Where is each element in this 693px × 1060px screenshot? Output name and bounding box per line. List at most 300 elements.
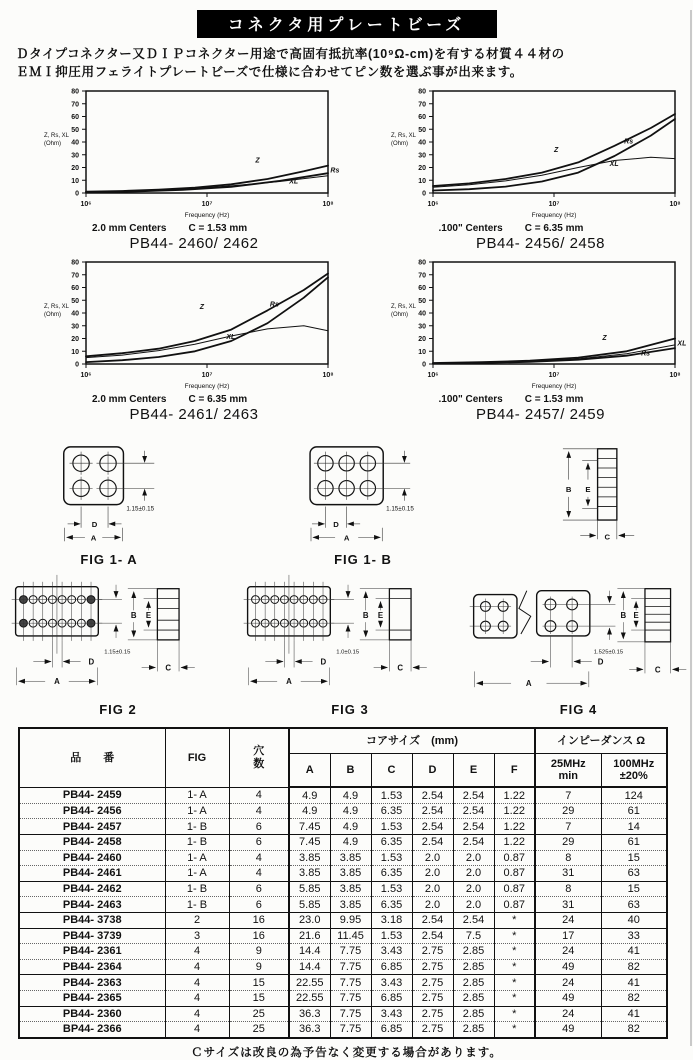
fig1a-drawing — [34, 443, 184, 547]
svg-text:20: 20 — [418, 336, 426, 343]
table-row — [19, 975, 667, 991]
part-number-cell: PB44- 2364 — [19, 959, 165, 975]
dim-d-cell: 2.0 — [412, 850, 453, 866]
header-dim-a: A — [289, 754, 330, 788]
table-row — [19, 1022, 667, 1038]
dim-a-cell: 22.55 — [289, 990, 330, 1006]
fig3-dim-d: D — [320, 658, 326, 667]
figures-row-2 — [0, 569, 693, 717]
table-row — [19, 897, 667, 913]
impedance-chart-svg — [42, 256, 342, 394]
fig1a-dim-d: D — [92, 520, 98, 529]
dim-c-cell: 6.35 — [371, 835, 412, 851]
header-100mhz: 100MHz ±20% — [601, 754, 667, 788]
dim-b-cell: 4.9 — [330, 835, 371, 851]
dim-b-cell: 4.9 — [330, 787, 371, 803]
dim-a-cell: 36.3 — [289, 1006, 330, 1022]
dim-c-cell: 1.53 — [371, 928, 412, 944]
dim-f-cell: 1.22 — [494, 835, 535, 851]
fig1a-tolerance-label: 1.15±0.15 — [126, 506, 154, 513]
fig-cell: 1- B — [165, 881, 229, 897]
page-title: コネクタ用プレートビーズ — [197, 10, 497, 38]
svg-text:10⁸: 10⁸ — [669, 201, 680, 208]
impedance-100mhz-cell: 41 — [601, 944, 667, 960]
dim-e-cell: 2.0 — [453, 881, 494, 897]
svg-text:Z: Z — [601, 335, 607, 342]
dim-a-cell: 3.85 — [289, 850, 330, 866]
header-dim-c: C — [371, 754, 412, 788]
dim-d-cell: 2.54 — [412, 787, 453, 803]
impedance-25mhz-cell: 31 — [535, 897, 601, 913]
dim-a-cell: 3.85 — [289, 866, 330, 882]
dim-c-cell: 1.53 — [371, 819, 412, 835]
fig2-drawing — [8, 569, 228, 697]
hole-count-cell: 16 — [229, 913, 289, 929]
svg-text:60: 60 — [418, 114, 426, 121]
dim-a-cell: 21.6 — [289, 928, 330, 944]
header-impedance: インピーダンス Ω — [535, 728, 667, 754]
dim-e-cell: 2.54 — [453, 835, 494, 851]
svg-text:20: 20 — [418, 165, 426, 172]
svg-text:Rs: Rs — [330, 168, 339, 175]
fig1b-tolerance-label: 1.15±0.15 — [386, 506, 414, 513]
dim-b-cell: 3.85 — [330, 850, 371, 866]
dim-f-cell: 1.22 — [494, 819, 535, 835]
svg-text:10⁶: 10⁶ — [80, 201, 91, 208]
dim-d-cell: 2.54 — [412, 928, 453, 944]
dim-d-cell: 2.0 — [412, 866, 453, 882]
dim-b-cell: 7.75 — [330, 944, 371, 960]
svg-text:30: 30 — [71, 324, 79, 331]
c-dimension-label: C = 6.35 mm — [188, 394, 247, 405]
table-row — [19, 866, 667, 882]
intro-line-2: ＥＭＩ抑圧用フェライトプレートビーズで仕様に合わせてピン数を選ぶ事が出来ます。 — [16, 63, 677, 81]
impedance-chart-svg — [42, 85, 342, 223]
dim-a-cell: 5.85 — [289, 881, 330, 897]
table-row — [19, 944, 667, 960]
dim-f-cell: 1.22 — [494, 803, 535, 819]
svg-text:40: 40 — [71, 140, 79, 147]
svg-text:50: 50 — [71, 127, 79, 134]
table-row — [19, 850, 667, 866]
dim-b-cell: 3.85 — [330, 881, 371, 897]
impedance-100mhz-cell: 63 — [601, 897, 667, 913]
dim-e-cell: 2.54 — [453, 819, 494, 835]
svg-text:10: 10 — [71, 178, 79, 185]
dim-c-cell: 3.43 — [371, 975, 412, 991]
fig-cell: 1- A — [165, 866, 229, 882]
svg-text:40: 40 — [418, 140, 426, 147]
svg-text:(Ohm): (Ohm) — [391, 312, 408, 318]
table-row — [19, 959, 667, 975]
svg-text:80: 80 — [71, 260, 79, 267]
intro-line-1: Ｄタイプコネクター又ＤＩＰコネクター用途で高固有抵抗率(10⁹Ω-cm)を有する材質４４材の — [16, 45, 677, 63]
svg-text:Frequency (Hz): Frequency (Hz) — [531, 383, 576, 390]
fig-cell: 4 — [165, 1006, 229, 1022]
part-number-cell: PB44- 2361 — [19, 944, 165, 960]
dim-b-cell: 11.45 — [330, 928, 371, 944]
chart-panel-2461-2463 — [0, 256, 347, 427]
header-fig: FIG — [165, 728, 229, 787]
dim-f-cell: * — [494, 1006, 535, 1022]
dim-c-cell: 6.85 — [371, 959, 412, 975]
dim-e-cell: 2.85 — [453, 959, 494, 975]
part-number-cell: PB44- 2363 — [19, 975, 165, 991]
svg-text:10⁸: 10⁸ — [669, 372, 680, 379]
svg-text:10: 10 — [418, 349, 426, 356]
chart-part-number: PB44- 2456/ 2458 — [423, 235, 659, 252]
svg-text:30: 30 — [71, 153, 79, 160]
figure-fig1a — [34, 443, 184, 567]
impedance-25mhz-cell: 49 — [535, 959, 601, 975]
part-number-cell: PB44- 2456 — [19, 803, 165, 819]
table-row — [19, 803, 667, 819]
hole-count-cell: 15 — [229, 975, 289, 991]
svg-text:20: 20 — [71, 165, 79, 172]
table-row — [19, 1006, 667, 1022]
impedance-100mhz-cell: 41 — [601, 975, 667, 991]
fig-cell: 4 — [165, 975, 229, 991]
table-row — [19, 881, 667, 897]
table-row — [19, 928, 667, 944]
dim-b-cell: 7.75 — [330, 990, 371, 1006]
svg-text:10⁶: 10⁶ — [80, 372, 91, 379]
part-number-cell: PB44- 2462 — [19, 881, 165, 897]
hole-count-cell: 15 — [229, 990, 289, 1006]
dim-e-cell: 2.85 — [453, 1006, 494, 1022]
impedance-100mhz-cell: 82 — [601, 959, 667, 975]
dim-e-cell: 2.0 — [453, 850, 494, 866]
dim-e-cell: 2.85 — [453, 944, 494, 960]
dim-d-cell: 2.54 — [412, 835, 453, 851]
svg-text:Frequency (Hz): Frequency (Hz) — [185, 383, 230, 390]
dim-c-cell: 1.53 — [371, 850, 412, 866]
header-dim-b: B — [330, 754, 371, 788]
fig3-dim-e: E — [378, 611, 383, 620]
header-25mhz: 25MHz min — [535, 754, 601, 788]
svg-text:Z, Rs, XL: Z, Rs, XL — [391, 133, 417, 139]
side1-dim-c: C — [604, 533, 610, 542]
fig2-dim-b: B — [131, 611, 137, 620]
dim-a-cell: 5.85 — [289, 897, 330, 913]
impedance-25mhz-cell: 49 — [535, 990, 601, 1006]
svg-text:(Ohm): (Ohm) — [44, 312, 61, 318]
dim-e-cell: 2.85 — [453, 1022, 494, 1038]
impedance-chart-svg — [389, 85, 689, 223]
chart-part-number: PB44- 2460/ 2462 — [76, 235, 312, 252]
footnote: Ｃサイズは改良の為予告なく変更する場合があります。 — [0, 1044, 693, 1060]
side-view-drawing — [522, 443, 652, 547]
figures-row-1 — [0, 443, 693, 567]
part-number-cell: PB44- 2360 — [19, 1006, 165, 1022]
c-dimension-label: C = 6.35 mm — [525, 223, 584, 234]
dim-a-cell: 4.9 — [289, 787, 330, 803]
dim-c-cell: 6.85 — [371, 1022, 412, 1038]
impedance-25mhz-cell: 24 — [535, 913, 601, 929]
svg-text:Z, Rs, XL: Z, Rs, XL — [44, 304, 70, 310]
svg-text:0: 0 — [75, 362, 79, 369]
svg-text:70: 70 — [418, 102, 426, 109]
dim-f-cell: * — [494, 975, 535, 991]
dim-d-cell: 2.54 — [412, 803, 453, 819]
impedance-100mhz-cell: 15 — [601, 881, 667, 897]
svg-text:80: 80 — [418, 260, 426, 267]
svg-text:Z: Z — [254, 158, 260, 165]
hole-count-cell: 16 — [229, 928, 289, 944]
dim-d-cell: 2.0 — [412, 897, 453, 913]
dim-d-cell: 2.75 — [412, 975, 453, 991]
svg-text:80: 80 — [71, 89, 79, 96]
svg-text:10: 10 — [418, 178, 426, 185]
c-dimension-label: C = 1.53 mm — [188, 223, 247, 234]
svg-text:30: 30 — [418, 324, 426, 331]
svg-text:Z, Rs, XL: Z, Rs, XL — [391, 304, 417, 310]
svg-text:10⁷: 10⁷ — [548, 201, 559, 208]
fig2-dim-e: E — [146, 611, 151, 620]
chart-caption-spec — [92, 223, 347, 234]
hole-count-cell: 6 — [229, 897, 289, 913]
dim-b-cell: 7.75 — [330, 959, 371, 975]
figure-side-view-1 — [522, 443, 652, 552]
dim-d-cell: 2.75 — [412, 1006, 453, 1022]
svg-text:(Ohm): (Ohm) — [44, 141, 61, 147]
impedance-100mhz-cell: 61 — [601, 803, 667, 819]
dim-e-cell: 2.85 — [453, 975, 494, 991]
dim-b-cell: 7.75 — [330, 975, 371, 991]
part-number-cell: PB44- 3738 — [19, 913, 165, 929]
impedance-25mhz-cell: 7 — [535, 819, 601, 835]
dim-f-cell: 0.87 — [494, 881, 535, 897]
part-number-cell: PB44- 2460 — [19, 850, 165, 866]
svg-text:10⁶: 10⁶ — [427, 372, 438, 379]
impedance-25mhz-cell: 49 — [535, 1022, 601, 1038]
figure-fig2 — [8, 569, 228, 717]
svg-text:50: 50 — [418, 298, 426, 305]
fig1b-dim-a: A — [344, 534, 350, 543]
fig1b-dim-d: D — [333, 520, 339, 529]
impedance-100mhz-cell: 124 — [601, 787, 667, 803]
intro-paragraph — [16, 45, 677, 81]
hole-count-cell: 6 — [229, 819, 289, 835]
fig4-dim-c: C — [655, 666, 661, 675]
fig4-drawing — [466, 569, 691, 697]
impedance-100mhz-cell: 82 — [601, 1022, 667, 1038]
part-number-cell: PB44- 2461 — [19, 866, 165, 882]
dim-b-cell: 7.75 — [330, 1006, 371, 1022]
svg-text:70: 70 — [71, 102, 79, 109]
fig-cell: 1- B — [165, 835, 229, 851]
impedance-charts-grid — [0, 85, 693, 427]
fig1b-drawing — [288, 443, 438, 547]
fig-cell: 4 — [165, 1022, 229, 1038]
dim-f-cell: * — [494, 944, 535, 960]
dim-c-cell: 6.85 — [371, 990, 412, 1006]
dim-d-cell: 2.0 — [412, 881, 453, 897]
svg-text:10⁸: 10⁸ — [322, 372, 333, 379]
dim-a-cell: 23.0 — [289, 913, 330, 929]
centers-label: .100" Centers — [439, 223, 503, 234]
impedance-25mhz-cell: 29 — [535, 803, 601, 819]
figure-fig3 — [240, 569, 460, 717]
dim-b-cell: 7.75 — [330, 1022, 371, 1038]
svg-text:80: 80 — [418, 89, 426, 96]
centers-label: .100" Centers — [439, 394, 503, 405]
svg-text:70: 70 — [418, 273, 426, 280]
impedance-25mhz-cell: 8 — [535, 881, 601, 897]
impedance-25mhz-cell: 24 — [535, 944, 601, 960]
side1-dim-e: E — [585, 485, 590, 494]
hole-count-cell: 6 — [229, 835, 289, 851]
svg-text:70: 70 — [71, 273, 79, 280]
svg-text:Frequency (Hz): Frequency (Hz) — [531, 212, 576, 219]
fig3-dim-b: B — [363, 611, 369, 620]
dim-b-cell: 4.9 — [330, 819, 371, 835]
fig-cell: 2 — [165, 913, 229, 929]
chart-part-number: PB44- 2461/ 2463 — [76, 406, 312, 423]
impedance-100mhz-cell: 15 — [601, 850, 667, 866]
part-number-cell: PB44- 2457 — [19, 819, 165, 835]
table-row — [19, 787, 667, 803]
chart-panel-2456-2458 — [347, 85, 693, 256]
figure-fig1b — [288, 443, 438, 567]
fig3-dim-a: A — [286, 677, 292, 686]
svg-text:Z: Z — [553, 147, 559, 154]
fig-cell: 1- B — [165, 819, 229, 835]
svg-text:50: 50 — [71, 298, 79, 305]
fig4-tolerance-label: 1.525±0.15 — [594, 650, 624, 656]
svg-text:Z: Z — [199, 304, 205, 311]
fig-cell: 1- B — [165, 897, 229, 913]
fig-cell: 1- A — [165, 850, 229, 866]
dim-f-cell: * — [494, 1022, 535, 1038]
svg-text:10⁷: 10⁷ — [202, 372, 213, 379]
fig3-tolerance-label: 1.0±0.15 — [336, 650, 360, 656]
fig1a-caption: FIG 1- A — [34, 552, 184, 567]
svg-text:XL: XL — [288, 179, 298, 186]
fig-cell: 4 — [165, 944, 229, 960]
part-number-cell: PB44- 2463 — [19, 897, 165, 913]
fig-cell: 1- A — [165, 787, 229, 803]
dim-a-cell: 22.55 — [289, 975, 330, 991]
dim-d-cell: 2.75 — [412, 990, 453, 1006]
impedance-100mhz-cell: 61 — [601, 835, 667, 851]
svg-text:60: 60 — [71, 285, 79, 292]
dim-a-cell: 7.45 — [289, 819, 330, 835]
svg-text:40: 40 — [418, 311, 426, 318]
dim-e-cell: 2.54 — [453, 787, 494, 803]
dim-b-cell: 9.95 — [330, 913, 371, 929]
hole-count-cell: 4 — [229, 787, 289, 803]
header-dim-d: D — [412, 754, 453, 788]
fig2-caption: FIG 2 — [8, 702, 228, 717]
fig1a-dim-a: A — [91, 534, 97, 543]
table-row — [19, 913, 667, 929]
chart-panel-2457-2459 — [347, 256, 693, 427]
hole-count-cell: 9 — [229, 944, 289, 960]
dim-b-cell: 3.85 — [330, 897, 371, 913]
svg-text:20: 20 — [71, 336, 79, 343]
hole-count-cell: 25 — [229, 1006, 289, 1022]
dim-f-cell: 0.87 — [494, 897, 535, 913]
fig3-drawing — [240, 569, 460, 697]
impedance-100mhz-cell: 14 — [601, 819, 667, 835]
part-number-cell: PB44- 2365 — [19, 990, 165, 1006]
dim-c-cell: 3.43 — [371, 944, 412, 960]
dim-e-cell: 2.54 — [453, 803, 494, 819]
fig-cell: 1- A — [165, 803, 229, 819]
dim-c-cell: 1.53 — [371, 787, 412, 803]
svg-text:XL: XL — [676, 341, 686, 348]
centers-label: 2.0 mm Centers — [92, 394, 166, 405]
chart-caption-spec — [439, 394, 693, 405]
dim-a-cell: 7.45 — [289, 835, 330, 851]
hole-count-cell: 4 — [229, 850, 289, 866]
dim-f-cell: * — [494, 959, 535, 975]
chart-panel-2460-2462 — [0, 85, 347, 256]
dim-e-cell: 7.5 — [453, 928, 494, 944]
header-dim-f: F — [494, 754, 535, 788]
fig-cell: 3 — [165, 928, 229, 944]
dim-f-cell: * — [494, 913, 535, 929]
impedance-100mhz-cell: 40 — [601, 913, 667, 929]
impedance-25mhz-cell: 8 — [535, 850, 601, 866]
dim-c-cell: 6.35 — [371, 866, 412, 882]
fig-cell: 4 — [165, 959, 229, 975]
dim-f-cell: 1.22 — [494, 787, 535, 803]
dim-f-cell: * — [494, 928, 535, 944]
dim-e-cell: 2.0 — [453, 866, 494, 882]
c-dimension-label: C = 1.53 mm — [525, 394, 584, 405]
fig4-dim-b: B — [620, 611, 626, 620]
header-hole-count: 穴数 — [229, 728, 289, 787]
impedance-100mhz-cell: 82 — [601, 990, 667, 1006]
impedance-25mhz-cell: 31 — [535, 866, 601, 882]
dim-d-cell: 2.75 — [412, 959, 453, 975]
dim-a-cell: 4.9 — [289, 803, 330, 819]
parts-table-body — [19, 787, 667, 1038]
dim-c-cell: 3.43 — [371, 1006, 412, 1022]
impedance-100mhz-cell: 33 — [601, 928, 667, 944]
impedance-100mhz-cell: 63 — [601, 866, 667, 882]
parts-table-header — [19, 728, 667, 787]
svg-text:0: 0 — [75, 191, 79, 198]
header-part-number: 品 番 — [19, 728, 165, 787]
svg-text:Rs: Rs — [624, 139, 633, 146]
dim-c-cell: 6.35 — [371, 803, 412, 819]
dim-b-cell: 3.85 — [330, 866, 371, 882]
impedance-25mhz-cell: 24 — [535, 975, 601, 991]
dim-f-cell: 0.87 — [494, 850, 535, 866]
part-number-cell: BP44- 2366 — [19, 1022, 165, 1038]
dim-d-cell: 2.75 — [412, 944, 453, 960]
svg-text:Frequency (Hz): Frequency (Hz) — [185, 212, 230, 219]
fig3-dim-c: C — [397, 664, 403, 673]
impedance-25mhz-cell: 17 — [535, 928, 601, 944]
dim-d-cell: 2.54 — [412, 913, 453, 929]
dim-b-cell: 4.9 — [330, 803, 371, 819]
dim-e-cell: 2.85 — [453, 990, 494, 1006]
dim-f-cell: * — [494, 990, 535, 1006]
dim-e-cell: 2.54 — [453, 913, 494, 929]
dim-a-cell: 36.3 — [289, 1022, 330, 1038]
dim-c-cell: 1.53 — [371, 881, 412, 897]
fig4-dim-d: D — [598, 658, 604, 667]
svg-text:Z, Rs, XL: Z, Rs, XL — [44, 133, 70, 139]
svg-text:0: 0 — [422, 191, 426, 198]
dim-d-cell: 2.75 — [412, 1022, 453, 1038]
svg-text:XL: XL — [225, 334, 235, 341]
impedance-chart-svg — [389, 256, 689, 394]
